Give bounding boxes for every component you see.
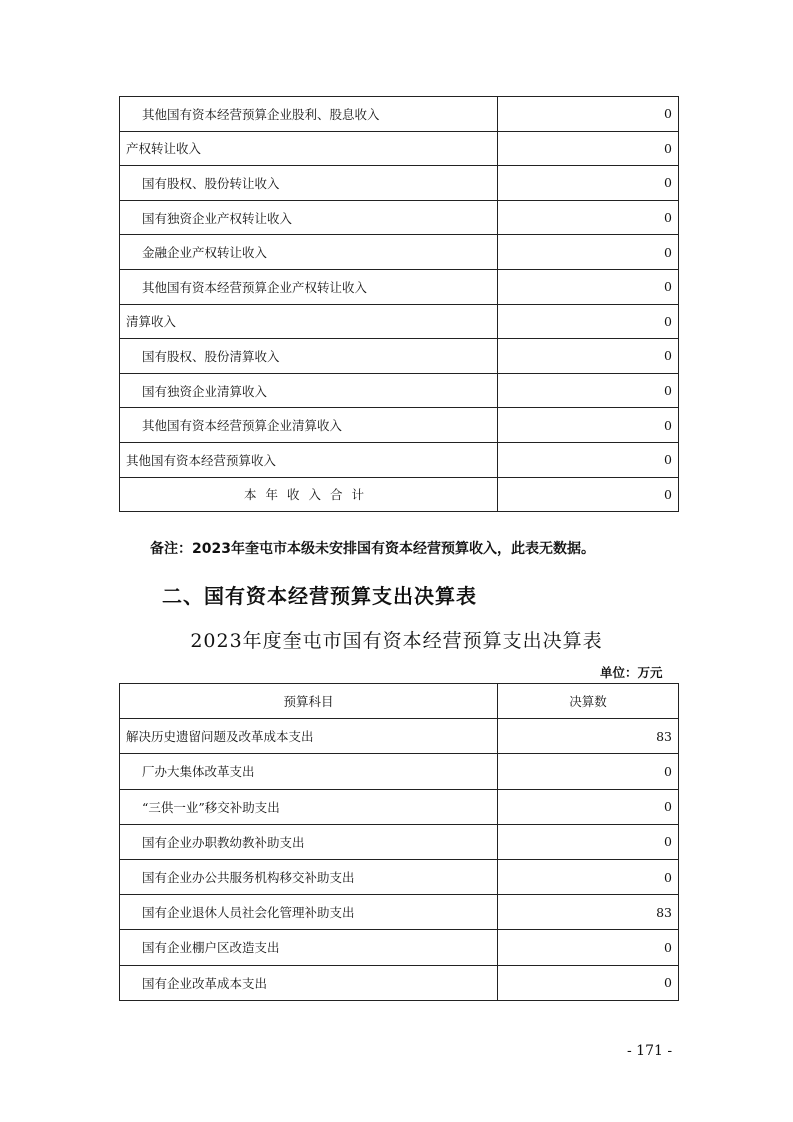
row-value: 0 (498, 269, 679, 304)
header-budget-item: 预算科目 (120, 684, 498, 719)
row-value: 0 (498, 373, 679, 408)
row-value: 0 (498, 789, 679, 824)
table-row (120, 131, 679, 166)
row-value: 0 (498, 859, 679, 894)
table-row (120, 339, 679, 374)
table-row (120, 408, 679, 443)
row-value: 0 (498, 235, 679, 270)
table-row (120, 235, 679, 270)
row-label: “三供一业”移交补助支出 (120, 789, 498, 824)
row-value: 0 (498, 339, 679, 374)
row-value: 0 (498, 304, 679, 339)
table-row (120, 789, 679, 824)
row-label: 金融企业产权转让收入 (120, 235, 498, 270)
row-value: 0 (498, 131, 679, 166)
unit-label: 单位：万元 (600, 665, 663, 680)
row-label: 其他国有资本经营预算收入 (120, 442, 498, 477)
row-label: 国有企业办职教幼教补助支出 (120, 824, 498, 859)
row-label: 国有独资企业产权转让收入 (120, 200, 498, 235)
total-label: 本年收入合计 (120, 477, 498, 512)
row-label: 国有独资企业清算收入 (120, 373, 498, 408)
row-value: 83 (498, 895, 679, 930)
table-row (120, 895, 679, 930)
row-label: 国有企业改革成本支出 (120, 965, 498, 1000)
income-table (119, 96, 679, 512)
total-row (120, 477, 679, 512)
row-value: 0 (498, 930, 679, 965)
table-row (120, 442, 679, 477)
row-label: 国有企业退休人员社会化管理补助支出 (120, 895, 498, 930)
table-title: 2023年度奎屯市国有资本经营预算支出决算表 (190, 630, 603, 652)
row-label: 其他国有资本经营预算企业股利、股息收入 (120, 97, 498, 132)
header-final-amount: 决算数 (498, 684, 679, 719)
row-value: 0 (498, 442, 679, 477)
row-label: 解决历史遗留问题及改革成本支出 (120, 719, 498, 754)
table-row (120, 97, 679, 132)
table-row (120, 373, 679, 408)
row-value: 0 (498, 965, 679, 1000)
section-heading: 二、国有资本经营预算支出决算表 (162, 584, 477, 608)
page-number: - 171 - (627, 1043, 673, 1059)
table-row (120, 824, 679, 859)
row-label: 国有企业办公共服务机构移交补助支出 (120, 859, 498, 894)
row-value: 0 (498, 200, 679, 235)
table-row (120, 200, 679, 235)
table-row (120, 965, 679, 1000)
table-row (120, 859, 679, 894)
row-value: 0 (498, 408, 679, 443)
table-row (120, 754, 679, 789)
total-value: 0 (498, 477, 679, 512)
row-label: 国有股权、股份转让收入 (120, 166, 498, 201)
row-label: 产权转让收入 (120, 131, 498, 166)
table-header-row (120, 684, 679, 719)
row-label: 国有企业棚户区改造支出 (120, 930, 498, 965)
table-row (120, 304, 679, 339)
row-value: 83 (498, 719, 679, 754)
row-label: 其他国有资本经营预算企业清算收入 (120, 408, 498, 443)
expense-table (119, 683, 679, 1001)
table-row (120, 719, 679, 754)
row-value: 0 (498, 166, 679, 201)
row-label: 其他国有资本经营预算企业产权转让收入 (120, 269, 498, 304)
row-value: 0 (498, 97, 679, 132)
table-row (120, 930, 679, 965)
row-label: 国有股权、股份清算收入 (120, 339, 498, 374)
row-value: 0 (498, 754, 679, 789)
row-label: 厂办大集体改革支出 (120, 754, 498, 789)
row-value: 0 (498, 824, 679, 859)
table-row (120, 166, 679, 201)
table-remark: 备注：2023年奎屯市本级未安排国有资本经营预算收入，此表无数据。 (150, 541, 595, 557)
table-row (120, 269, 679, 304)
row-label: 清算收入 (120, 304, 498, 339)
